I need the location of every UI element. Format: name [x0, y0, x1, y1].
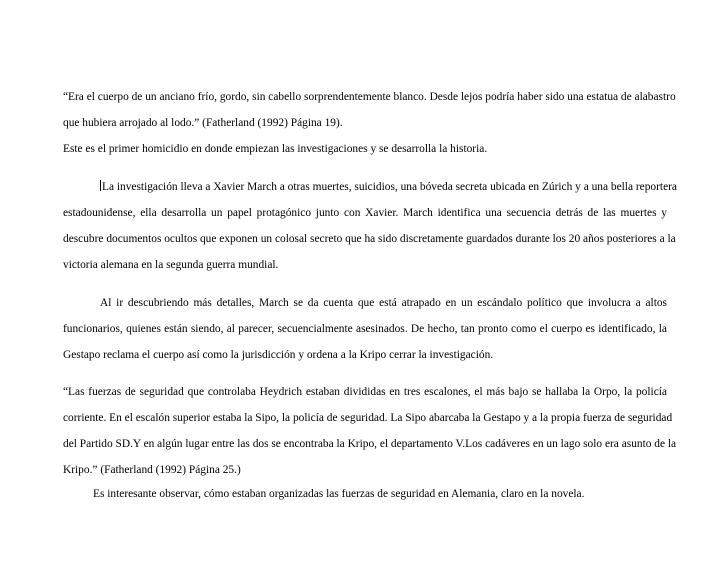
paragraph-1-line-1	[100, 180, 677, 194]
quote-2-line-4: Kripo.” (Fatherland (1992) Página 25.)	[63, 464, 241, 476]
quote-1-line-2: que hubiera arrojado al lodo.” (Fatherland (1992) Página 19).	[63, 117, 343, 129]
closing-sentence: Es interesante observar, cómo estaban organizadas las fuerzas de seguridad en Alemania, claro en la novela.	[93, 488, 585, 500]
text-cursor-mark	[100, 180, 101, 191]
quote-2-line-2: corriente. En el escalón superior estaba la Sipo, la policía de seguridad. La Sipo abarcaba la Gestapo y a la propia fuerza de seguridad	[63, 412, 673, 424]
paragraph-1-line-1-text: La investigación lleva a Xavier March a otras muertes, suicidios, una bóveda secreta ubicada en Zúrich y a una bella reportera	[102, 181, 677, 193]
paragraph-2-line-1: Al ir descubriendo más detalles, March se da cuenta que está atrapado en un escándalo político que involucra a altos	[100, 297, 667, 309]
quote-2-line-1: “Las fuerzas de seguridad que controlaba Heydrich estaban divididas en tres escalones, el más bajo se hallaba la Orpo, la policía	[63, 386, 667, 398]
paragraph-2-line-2: funcionarios, quienes están siendo, al parecer, secuencialmente asesinados. De hecho, tan pronto como el cuerpo es identificado, la	[63, 323, 667, 335]
quote-2-line-3: del Partido SD.Y en algún lugar entre las dos se encontraba la Kripo, el departamento V.Los cadáveres en un lago solo era asunto de la	[63, 438, 677, 450]
quote-1-line-1: “Era el cuerpo de un anciano frío, gordo, sin cabello sorprendentemente blanco. Desde lejos podría haber sido una estatua de alabastro	[63, 91, 676, 103]
paragraph-1-line-4: victoria alemana en la segunda guerra mundial.	[63, 259, 279, 271]
paragraph-2-line-3: Gestapo reclama el cuerpo así como la jurisdicción y ordena a la Kripo cerrar la investigación.	[63, 349, 494, 361]
paragraph-1-line-3: descubre documentos ocultos que exponen un colosal secreto que ha sido discretamente guardados durante los 20 años posteriores a la	[63, 233, 676, 245]
paragraph-1-line-2: estadounidense, ella desarrolla un papel protagónico junto con Xavier. March identifica una secuencia detrás de las muertes y	[63, 207, 667, 219]
intro-sentence: Este es el primer homicidio en donde empiezan las investigaciones y se desarrolla la historia.	[63, 143, 488, 155]
